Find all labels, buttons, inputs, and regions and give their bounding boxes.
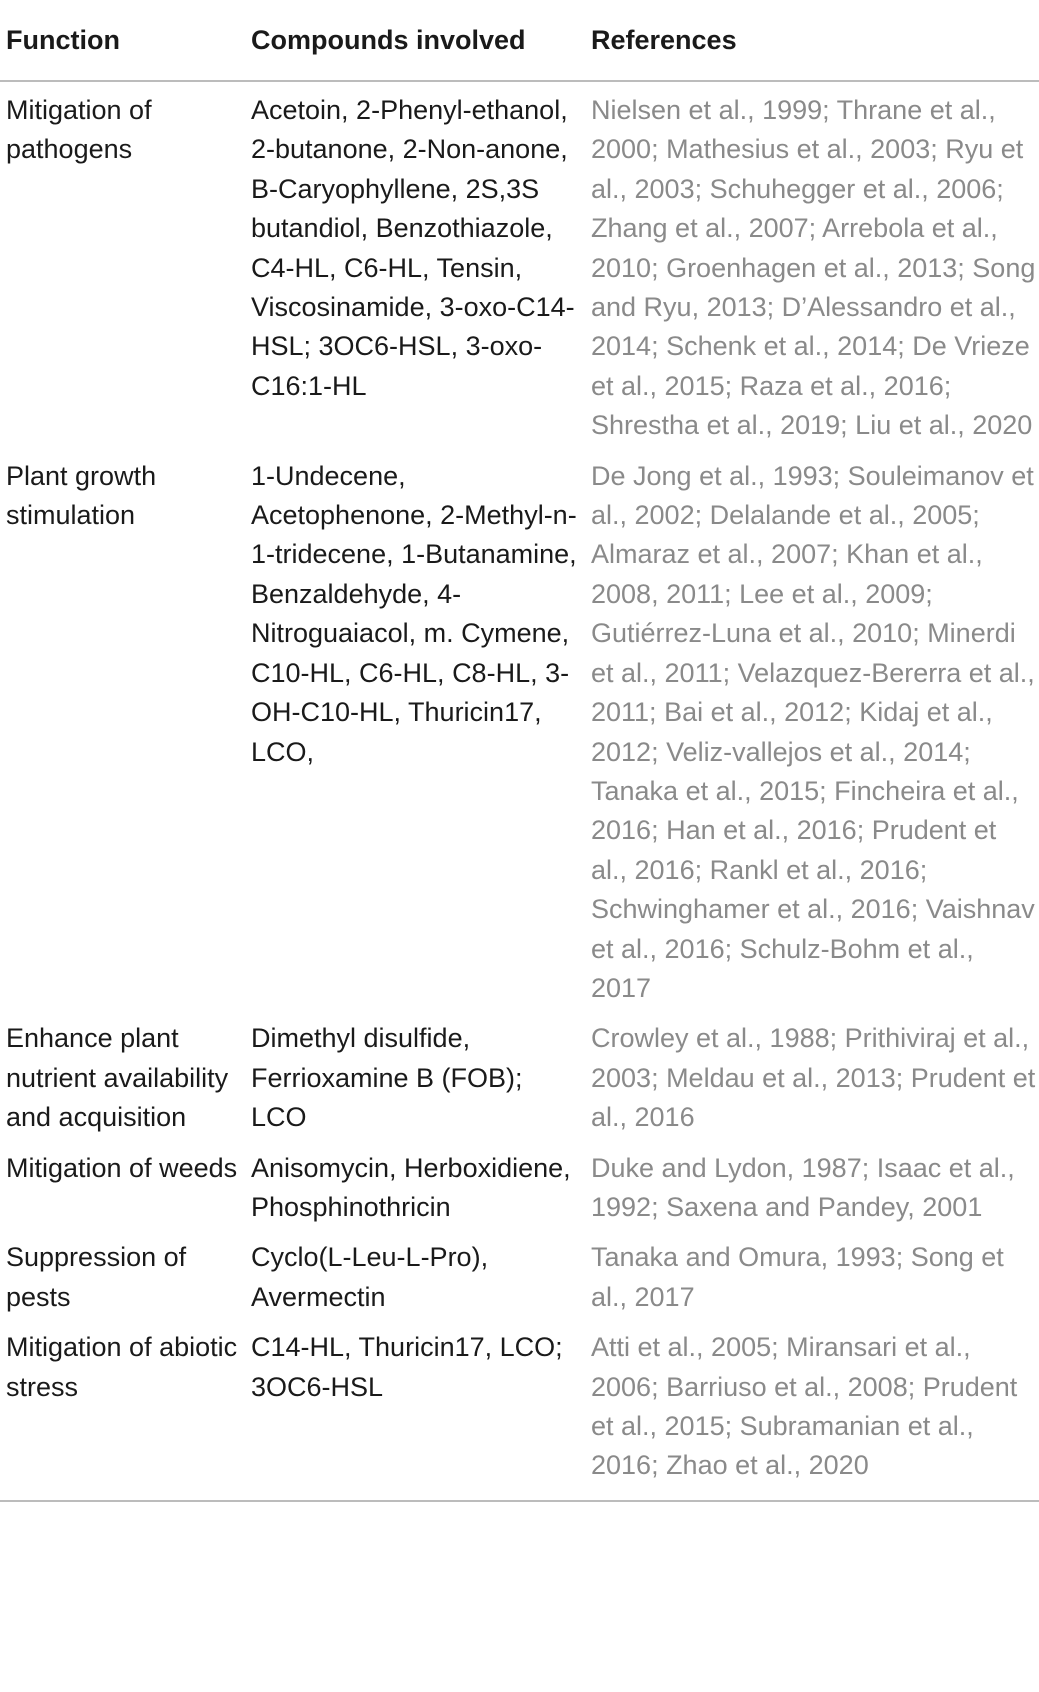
compounds-cell: Dimethyl disulfide, Ferrioxamine B (FOB); LCO [251,1023,523,1133]
function-cell: Plant growth stimulation [6,460,157,531]
table-header [0,0,1039,81]
function-cell: Enhance plant nutrient availability and acquisition [6,1023,229,1133]
references-cell: De Jong et al., 1993; Souleimanov et al., 2002; Delalande et al., 2005; Almaraz et al., 2007; Khan et al., 2008, 2011; Lee et al., 2009; Gutiérrez-Luna et al., 2010; Minerdi et al., 2011; Velazquez-Bererra et al., 2011; Bai et al., 2012; Kidaj et al., 2012; Veliz-vallejos et al., 2014; Tanaka et al., 2015; Fincheira et al., 2016; Han et al., 2016; Prudent et al., 2016; Rankl et al., 2016; Schwinghamer et al., 2016; Vaishnav et al., 2016; Schulz-Bohm et al., 2017 [591,460,1035,1003]
compounds-cell: Cyclo(L-Leu-L-Pro), Avermectin [251,1242,489,1312]
header-row [0,0,1039,81]
table-row [0,1014,1039,1143]
references-cell: Tanaka and Omura, 1993; Song et al., 2017 [591,1242,1004,1312]
header-compounds: Compounds involved [245,0,585,81]
header-function: Function [0,0,245,81]
references-cell: Duke and Lydon, 1987; Isaac et al., 1992; Saxena and Pandey, 2001 [591,1152,1015,1222]
function-cell: Suppression of pests [6,1242,187,1312]
header-references: References [585,0,1039,81]
table-body [0,81,1039,1501]
compounds-cell: Anisomycin, Herboxidiene, Phosphinothricin [251,1152,571,1222]
compounds-cell: C14-HL, Thuricin17, LCO; 3OC6-HSL [245,1323,585,1501]
function-cell: Mitigation of pathogens [6,95,152,165]
references-cell: Crowley et al., 1988; Prithiviraj et al., 2003; Meldau et al., 2013; Prudent et al., 2016 [591,1023,1036,1133]
table-row [0,81,1039,452]
compounds-cell: Acetoin, 2-Phenyl-ethanol, 2-butanone, 2-Non-anone, B-Caryophyllene, 2S,3S butandiol, Benzothiazole, C4-HL, C6-HL, Tensin, Viscosinamide, 3-oxo-C14- HSL; 3OC6-HSL, 3-oxo-C16:1-HL [251,95,575,401]
table-row [0,1233,1039,1323]
table-row [0,1144,1039,1234]
table-row [0,1323,1039,1501]
function-cell: Mitigation of abiotic stress [0,1323,245,1501]
table-row [0,452,1039,1015]
compounds-cell: 1-Undecene, Acetophenone, 2-Methyl-n-1-tridecene, 1-Butanamine, Benzaldehyde, 4-Nitroguaiacol, m. Cymene, C10-HL, C6-HL, C8-HL, 3-OH-C10-HL, Thuricin17, LCO, [251,460,577,767]
references-cell: Atti et al., 2005; Miransari et al., 2006; Barriuso et al., 2008; Prudent et al., 2015; Subramanian et al., 2016; Zhao et al., 2020 [585,1323,1039,1501]
function-cell: Mitigation of weeds [6,1152,238,1183]
references-cell: Nielsen et al., 1999; Thrane et al., 2000; Mathesius et al., 2003; Ryu et al., 2003; Schuhegger et al., 2006; Zhang et al., 2007; Arrebola et al., 2010; Groenhagen et al., 2013; Song and Ryu, 2013; D’Alessandro et al., 2014; Schenk et al., 2014; De Vrieze et al., 2015; Raza et al., 2016; Shrestha et al., 2019; Liu et al., 2020 [591,95,1036,441]
